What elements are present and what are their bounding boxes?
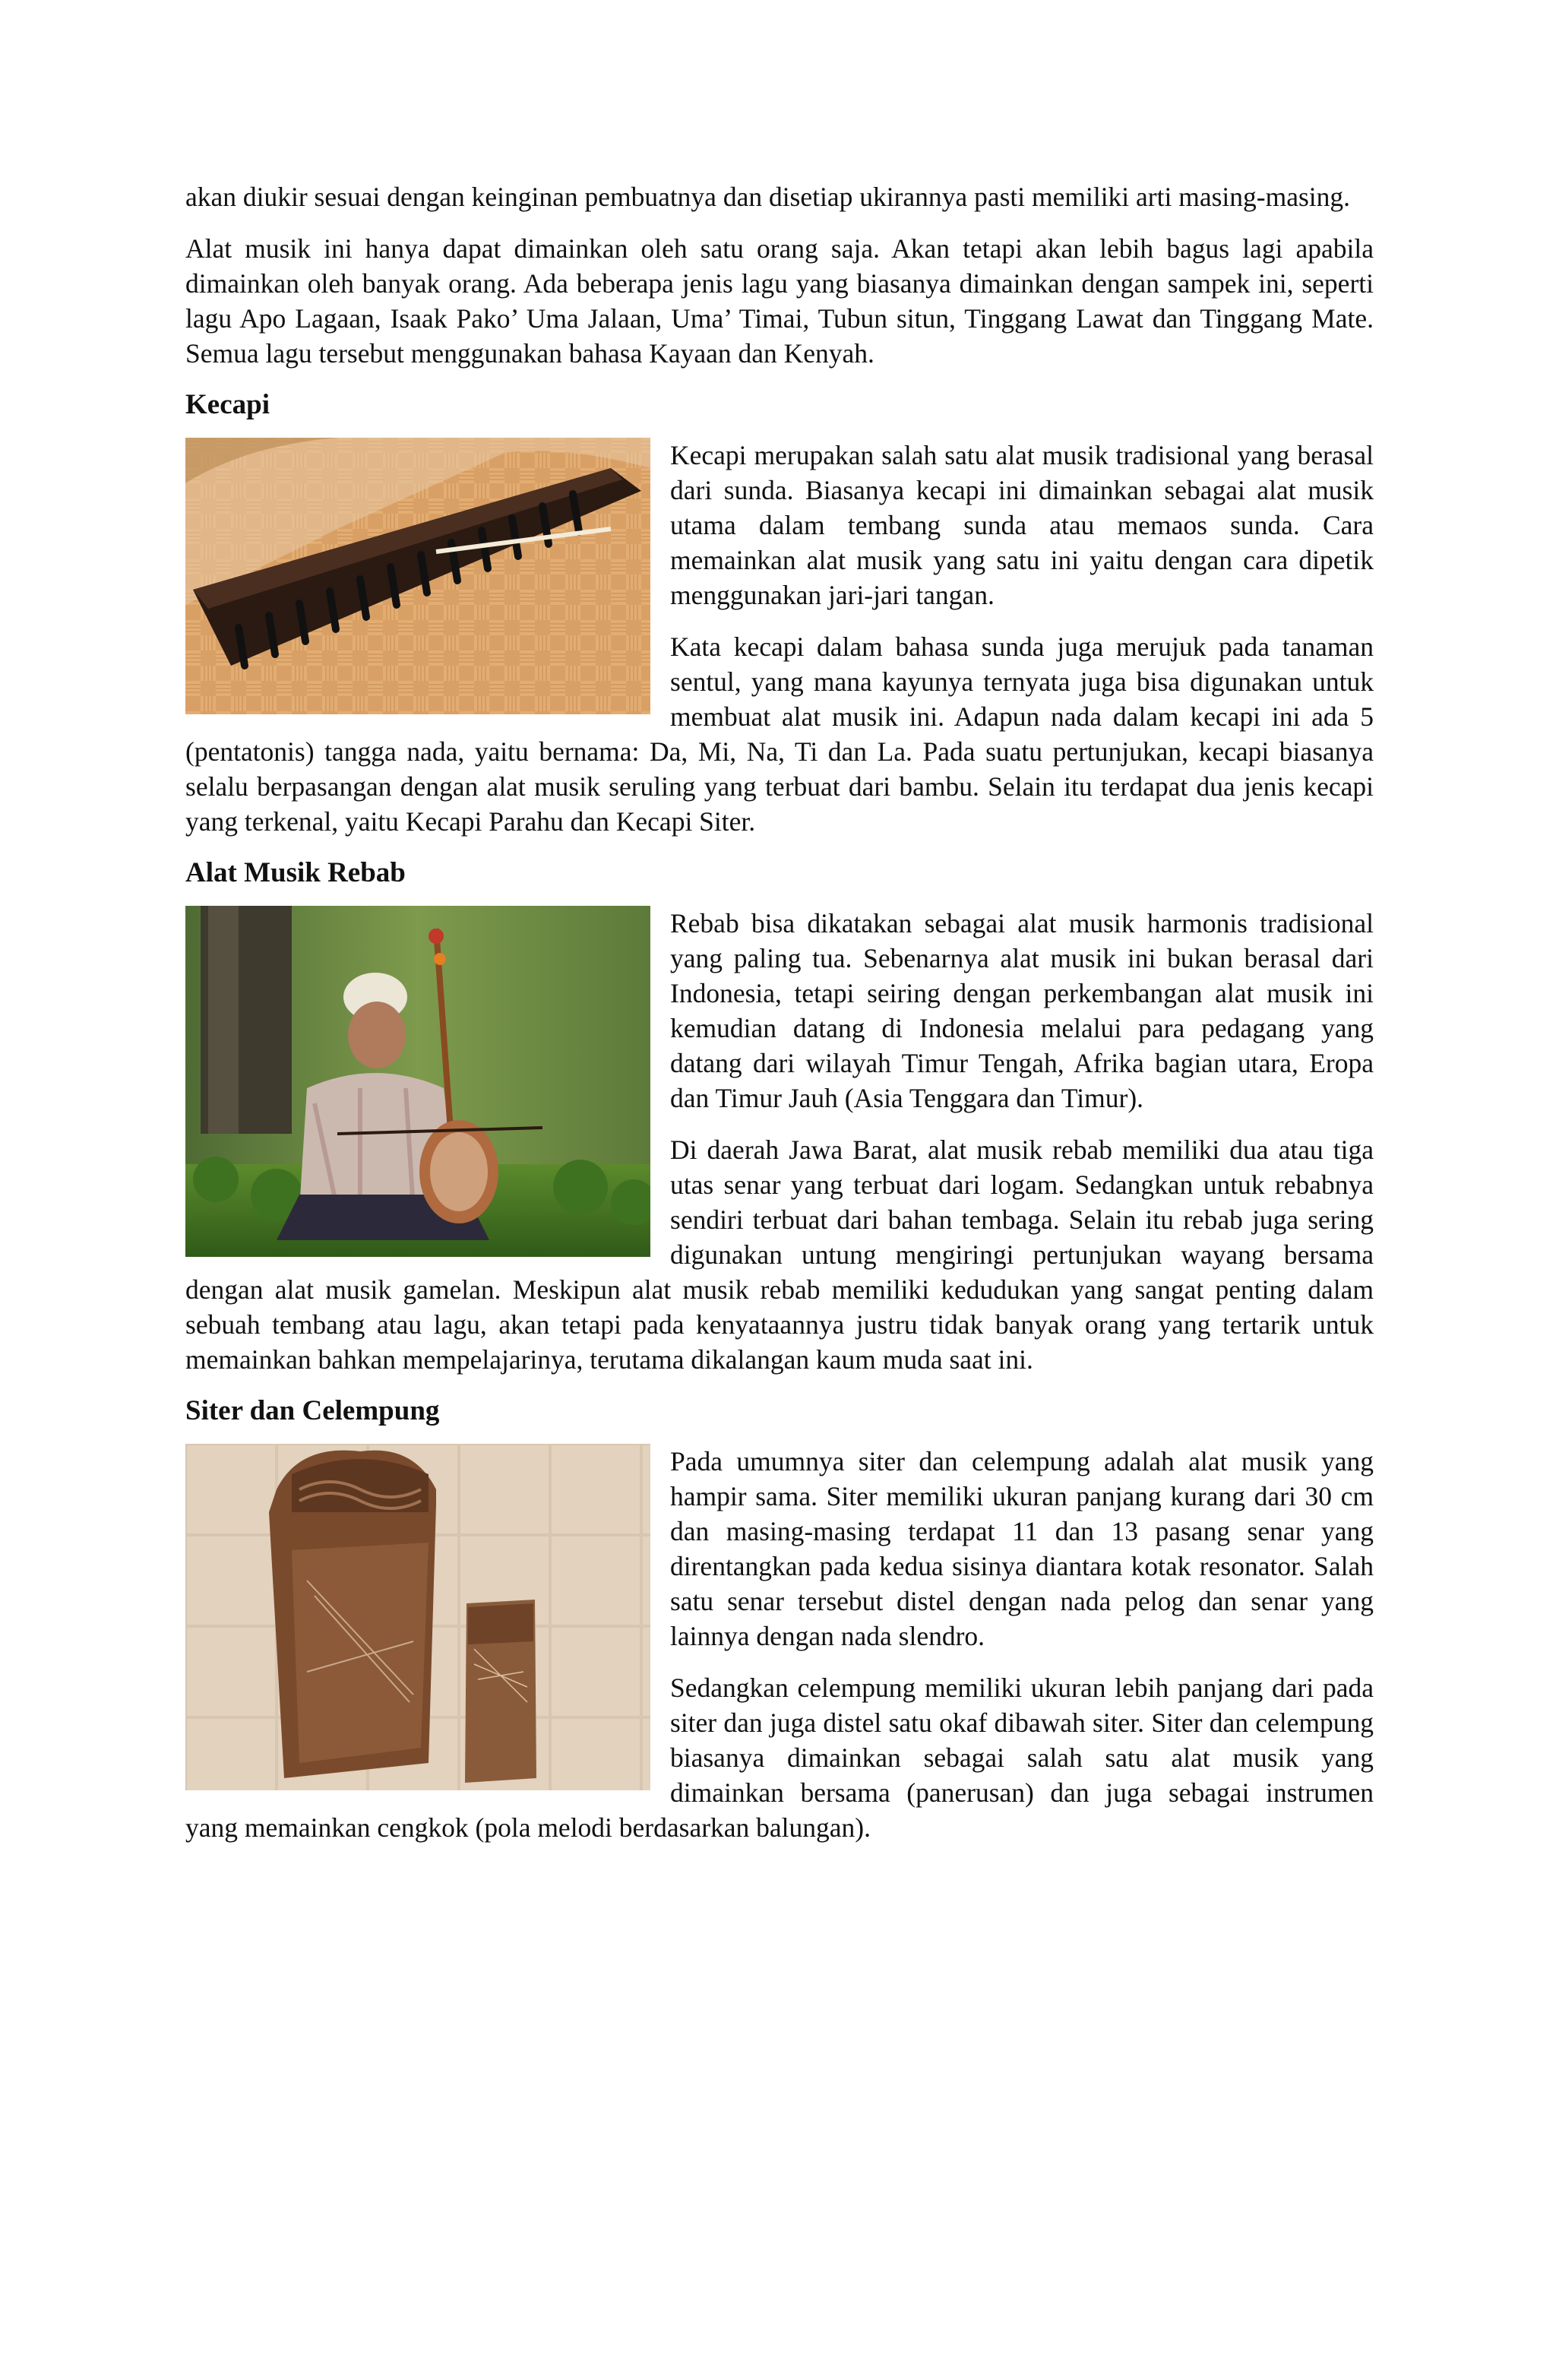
section-heading-siter-celempung: Siter dan Celempung [185,1395,440,1426]
document-body [185,179,1374,1862]
section-heading-kecapi: Kecapi [185,389,270,420]
intro-paragraph-2: Alat musik ini hanya dapat dimainkan oleh satu orang saja. Akan tetapi akan lebih bagus lagi apabila dimainkan oleh banyak orang. Ada beberapa jenis lagu yang biasanya dimainkan dengan sampek ini, seperti lagu Apo Lagaan, Isaak Pako’ Uma Jalaan, Uma’ Timai, Tubun situn, Tinggang Lawat dan Tinggang Mate. Semua lagu tersebut menggunakan bahasa Kayaan dan Kenyah. [185,233,1374,369]
siter-celempung-photo [185,1444,650,1790]
siter-paragraph-1: Pada umumnya siter dan celempung adalah alat musik yang hampir sama. Siter memiliki ukuran panjang kurang dari 30 cm dan masing-masing terdapat 11 dan 13 pasang senar yang direntangkan pada kedua sisinya diantara kotak resonator. Salah satu senar tersebut distel dengan nada pelog dan senar yang lainnya dengan nada slendro. [670,1446,1374,1651]
kecapi-paragraph-1: Kecapi merupakan salah satu alat musik tradisional yang berasal dari sunda. Biasanya kecapi ini dimainkan sebagai alat musik utama dalam tembang sunda atau memaos sunda. Cara memainkan alat musik yang satu ini yaitu dengan cara dipetik menggunakan jari-jari tangan. [670,440,1374,610]
kecapi-paragraph-2: Kata kecapi dalam bahasa sunda juga merujuk pada tanaman sentul, yang mana kayunya ternyata juga bisa digunakan untuk membuat alat musik ini. Adapun nada dalam kecapi ini ada 5 (pentatonis) tangga nada, yaitu bernama: Da, Mi, Na, Ti dan La. Pada suatu pertunjukan, kecapi biasanya selalu berpasangan dengan alat musik seruling yang terbuat dari bambu. Selain itu terdapat dua jenis kecapi yang terkenal, yaitu Kecapi Parahu dan Kecapi Siter. [185,631,1374,837]
rebab-photo [185,906,650,1257]
section-heading-rebab: Alat Musik Rebab [185,857,406,888]
kecapi-photo [185,438,650,714]
rebab-paragraph-2: Di daerah Jawa Barat, alat musik rebab memiliki dua atau tiga utas senar yang terbuat dari logam. Sedangkan untuk rebabnya sendiri terbuat dari bahan tembaga. Selain itu rebab juga sering digunakan untung mengiringi pertunjukan wayang bersama dengan alat musik gamelan. Meskipun alat musik rebab memiliki kedudukan yang sangat penting dalam sebuah tembang atau lagu, akan tetapi pada kenyataannya justru tidak banyak orang yang tertarik untuk memainkan bahkan mempelajarinya, terutama dikalangan kaum muda saat ini. [185,1135,1374,1375]
rebab-paragraph-1: Rebab bisa dikatakan sebagai alat musik harmonis tradisional yang paling tua. Sebenarnya alat musik ini bukan berasal dari Indonesia, tetapi seiring dengan perkembangan alat musik ini kemudian datang di Indonesia melalui para pedagang yang datang dari wilayah Timur Tengah, Afrika bagian utara, Eropa dan Timur Jauh (Asia Tenggara dan Timur). [670,908,1374,1113]
siter-paragraph-2: Sedangkan celempung memiliki ukuran lebih panjang dari pada siter dan juga distel satu okaf dibawah siter. Siter dan celempung biasanya dimainkan sebagai salah satu alat musik yang dimainkan bersama (panerusan) dan juga sebagai instrumen yang memainkan cengkok (pola melodi berdasarkan balungan). [185,1673,1374,1843]
intro-paragraph-1: akan diukir sesuai dengan keinginan pembuatnya dan disetiap ukirannya pasti memiliki arti masing-masing. [185,182,1351,212]
